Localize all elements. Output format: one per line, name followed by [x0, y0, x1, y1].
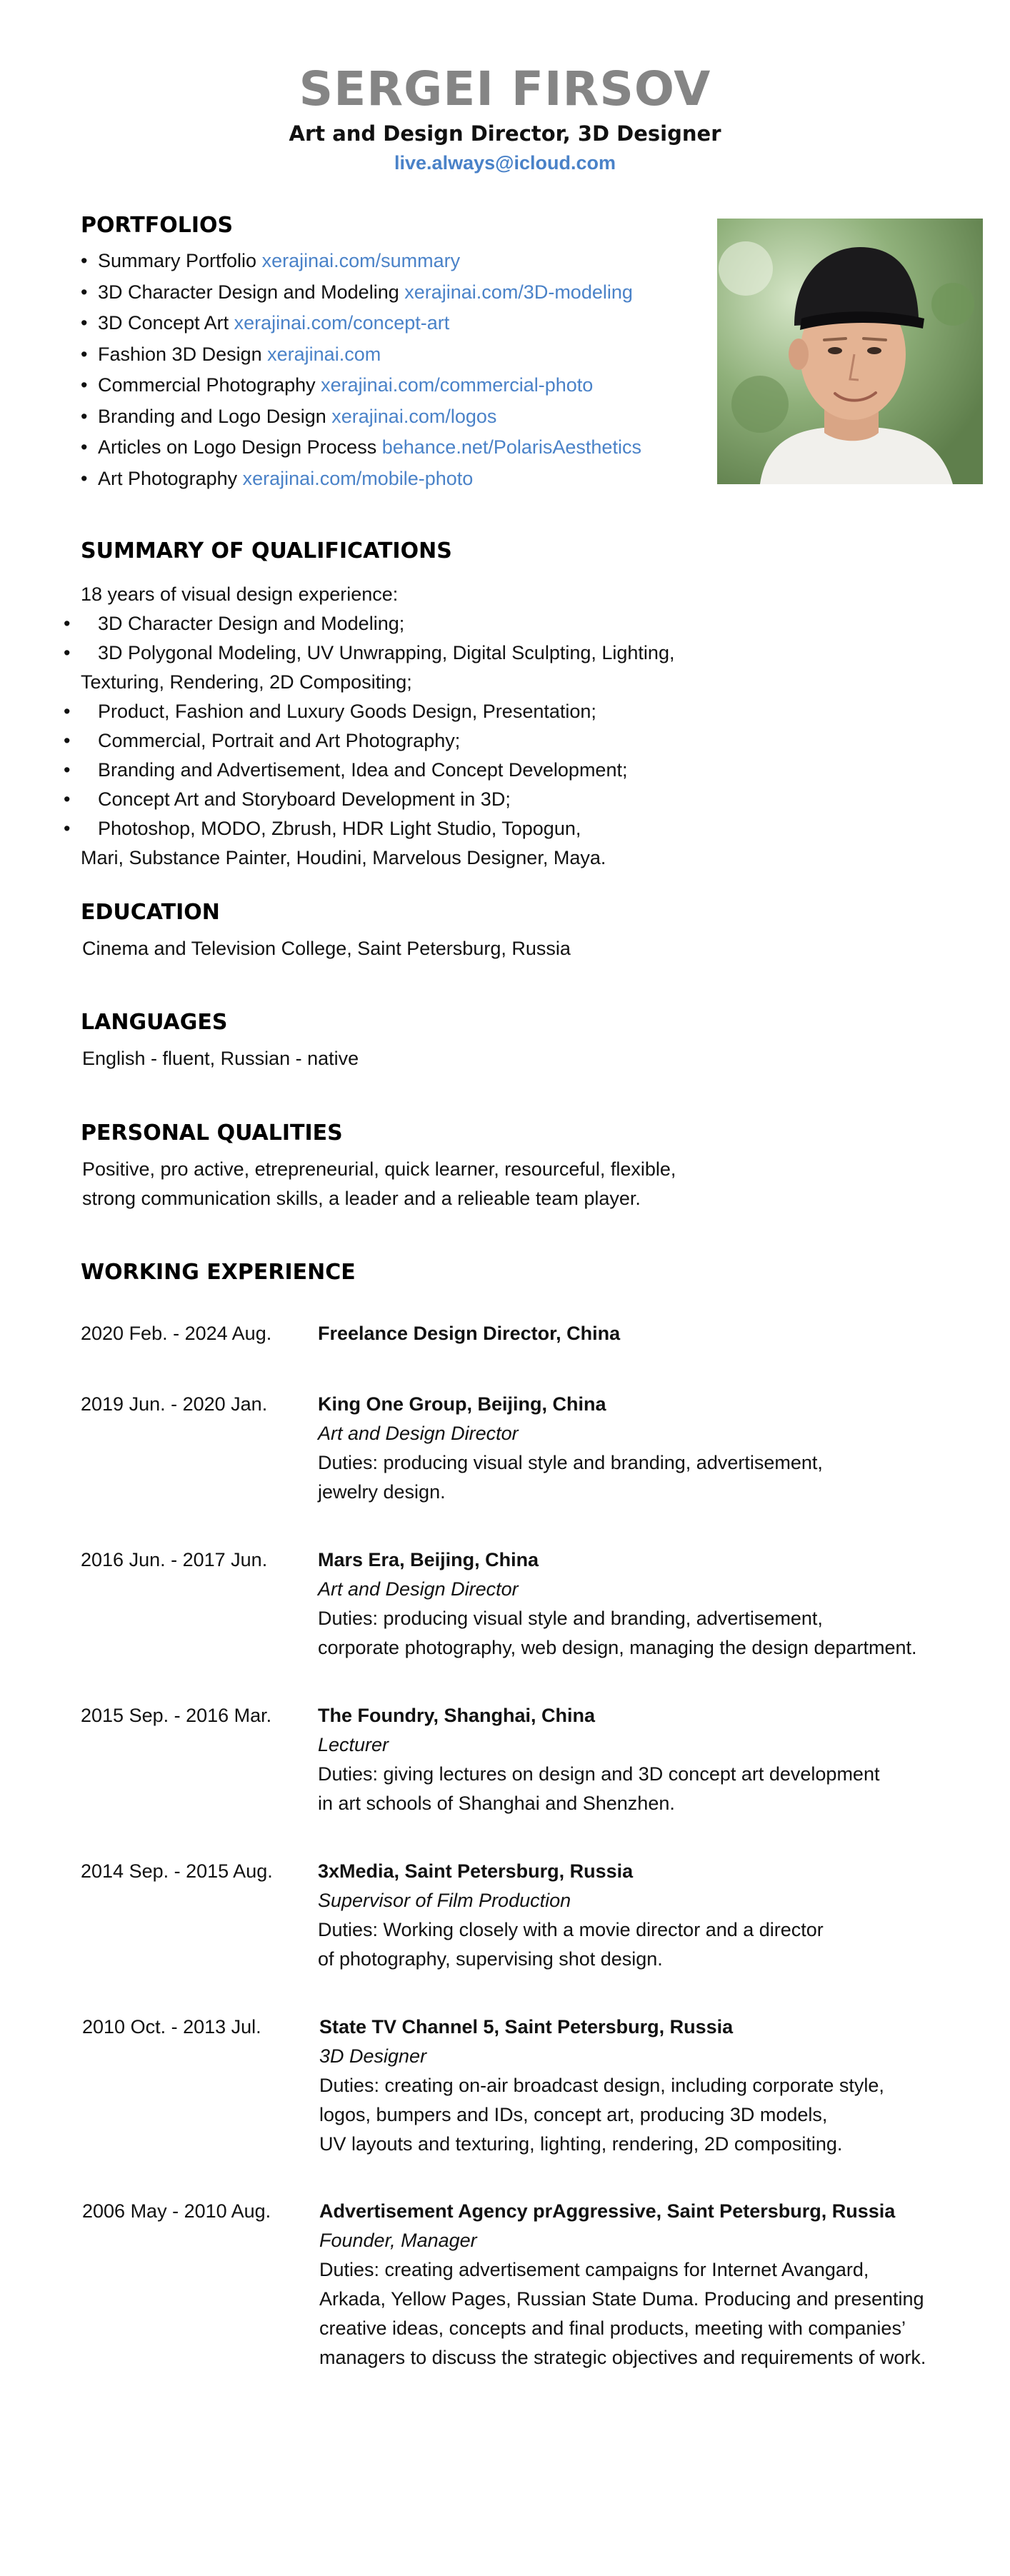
portfolio-link[interactable]: xerajinai.com/concept-art	[234, 312, 450, 334]
job-dates: 2016 Jun. - 2017 Jun.	[81, 1549, 268, 1570]
languages-text: English - fluent, Russian - native	[82, 1048, 359, 1069]
job-duties-line: of photography, supervising shot design.	[318, 1948, 663, 1970]
bullet-icon: •	[81, 250, 88, 271]
list-item	[81, 463, 709, 495]
portfolio-label: Fashion 3D Design	[98, 343, 262, 365]
email-link[interactable]: live.always@icloud.com	[394, 152, 616, 174]
list-item: • Commercial, Portrait and Art Photography;	[81, 726, 795, 756]
list-item	[81, 308, 709, 339]
bullet-icon: •	[64, 642, 71, 663]
portfolio-list	[81, 246, 709, 494]
list-item	[81, 401, 709, 433]
candidate-role: Art and Design Director, 3D Designer	[289, 121, 721, 146]
job-dates: 2020 Feb. - 2024 Aug.	[81, 1323, 272, 1344]
list-item: • Concept Art and Storyboard Development in 3D;	[81, 785, 795, 814]
bullet-icon: •	[81, 467, 88, 489]
bullet-icon: •	[64, 788, 71, 810]
bullet-icon: •	[81, 312, 88, 334]
portrait-photo	[717, 219, 983, 484]
summary-heading: SUMMARY OF QUALIFICATIONS	[81, 538, 452, 563]
qualities-heading: PERSONAL QUALITIES	[81, 1121, 343, 1146]
portfolio-label: Summary Portfolio	[98, 250, 257, 271]
education-heading: EDUCATION	[81, 900, 220, 925]
job-body	[319, 2013, 984, 2159]
list-item: • Branding and Advertisement, Idea and Concept Development;	[81, 756, 795, 785]
job-dates: 2019 Jun. - 2020 Jan.	[81, 1393, 268, 1415]
job-company: The Foundry, Shanghai, China	[318, 1705, 596, 1726]
job-dates: 2014 Sep. - 2015 Aug.	[81, 1860, 273, 1882]
portfolio-link[interactable]: xerajinai.com	[267, 343, 381, 365]
job-body	[318, 1319, 982, 1348]
list-item	[81, 246, 709, 277]
bullet-icon: •	[64, 701, 71, 722]
bullet-icon: •	[64, 730, 71, 751]
job-duties-line: Duties: producing visual style and branding, advertisement,	[318, 1608, 823, 1629]
bullet-icon: •	[64, 818, 71, 839]
portfolios-heading: PORTFOLIOS	[81, 213, 234, 238]
education-text: Cinema and Television College, Saint Petersburg, Russia	[82, 938, 571, 959]
summary-intro: 18 years of visual design experience:	[81, 583, 399, 605]
job-duties-line: creative ideas, concepts and final products, meeting with companies’	[319, 2317, 906, 2339]
portrait-illustration	[717, 219, 983, 484]
qualities-line: Positive, pro active, etrepreneurial, quick learner, resourceful, flexible,	[82, 1158, 676, 1180]
portfolio-link[interactable]: behance.net/PolarisAesthetics	[381, 436, 641, 458]
portfolio-link[interactable]: xerajinai.com/mobile-photo	[242, 467, 474, 489]
bullet-icon: •	[64, 613, 71, 634]
job-company: Freelance Design Director, China	[318, 1323, 621, 1344]
job-position: Supervisor of Film Production	[318, 1890, 571, 1911]
portfolio-label: 3D Concept Art	[98, 312, 229, 334]
job-duties-line: UV layouts and texturing, lighting, rendering, 2D compositing.	[319, 2133, 843, 2155]
job-duties-line: corporate photography, web design, managing the design department.	[318, 1637, 917, 1658]
job-duties-line: jewelry design.	[318, 1481, 446, 1503]
list-item	[81, 339, 709, 371]
job-position: Lecturer	[318, 1734, 389, 1755]
job-company: State TV Channel 5, Saint Petersburg, Russia	[319, 2016, 734, 2038]
candidate-name: SERGEI FIRSOV	[299, 61, 711, 116]
bullet-icon: •	[81, 436, 88, 458]
portfolio-label: Branding and Logo Design	[98, 405, 326, 427]
languages-heading: LANGUAGES	[81, 1010, 228, 1035]
portfolio-label: 3D Character Design and Modeling	[98, 281, 399, 303]
portfolio-link[interactable]: xerajinai.com/3D-modeling	[404, 281, 633, 303]
list-item	[81, 370, 709, 401]
portfolio-label: Articles on Logo Design Process	[98, 436, 377, 458]
list-item: • 3D Character Design and Modeling;	[81, 609, 795, 638]
list-item	[81, 432, 709, 463]
job-body	[318, 1701, 982, 1818]
list-item	[81, 277, 709, 309]
portfolio-link[interactable]: xerajinai.com/summary	[261, 250, 461, 271]
job-body	[319, 2197, 984, 2372]
portfolio-link[interactable]: xerajinai.com/logos	[331, 405, 497, 427]
job-duties-line: Duties: creating advertisement campaigns for Internet Avangard,	[319, 2259, 869, 2280]
job-duties-line: Duties: giving lectures on design and 3D concept art development	[318, 1763, 880, 1785]
bullet-icon: •	[81, 343, 88, 365]
job-duties-line: Duties: producing visual style and branding, advertisement,	[318, 1452, 823, 1473]
experience-heading: WORKING EXPERIENCE	[81, 1260, 356, 1285]
qualifications-list	[64, 609, 795, 873]
list-item: • 3D Polygonal Modeling, UV Unwrapping, Digital Sculpting, Lighting, Texturing, Rendering, 2D Compositing;	[81, 638, 795, 697]
job-dates: 2006 May - 2010 Aug.	[82, 2200, 271, 2222]
job-body	[318, 1857, 982, 1974]
job-dates: 2015 Sep. - 2016 Mar.	[81, 1705, 272, 1726]
portfolio-link[interactable]: xerajinai.com/commercial-photo	[321, 374, 594, 396]
portfolio-label: Commercial Photography	[98, 374, 316, 396]
job-company: Mars Era, Beijing, China	[318, 1549, 539, 1570]
job-duties-line: Duties: Working closely with a movie director and a director	[318, 1919, 824, 1940]
job-position: Founder, Manager	[319, 2230, 477, 2251]
bullet-icon: •	[64, 759, 71, 781]
job-company: King One Group, Beijing, China	[318, 1393, 606, 1415]
job-duties-line: Duties: creating on-air broadcast design, including corporate style,	[319, 2075, 884, 2096]
portfolio-label: Art Photography	[98, 467, 238, 489]
list-item: • Photoshop, MODO, Zbrush, HDR Light Studio, Topogun, Mari, Substance Painter, Houdini, Marvelous Designer, Maya.	[81, 814, 795, 873]
job-position: 3D Designer	[319, 2045, 427, 2067]
job-body	[318, 1390, 982, 1507]
job-position: Art and Design Director	[318, 1423, 519, 1444]
job-dates: 2010 Oct. - 2013 Jul.	[82, 2016, 261, 2038]
resume-header	[0, 57, 1010, 177]
bullet-icon: •	[81, 281, 88, 303]
job-duties-line: managers to discuss the strategic objectives and requirements of work.	[319, 2347, 926, 2368]
job-company: 3xMedia, Saint Petersburg, Russia	[318, 1860, 634, 1882]
bullet-icon: •	[81, 374, 88, 396]
job-duties-line: logos, bumpers and IDs, concept art, producing 3D models,	[319, 2104, 828, 2125]
qualities-line: strong communication skills, a leader and a relieable team player.	[82, 1188, 641, 1209]
job-duties-line: in art schools of Shanghai and Shenzhen.	[318, 1793, 675, 1814]
bullet-icon: •	[81, 405, 88, 427]
job-position: Art and Design Director	[318, 1578, 519, 1600]
job-duties-line: Arkada, Yellow Pages, Russian State Duma. Producing and presenting	[319, 2288, 924, 2310]
job-body	[318, 1545, 982, 1663]
list-item: • Product, Fashion and Luxury Goods Design, Presentation;	[81, 697, 795, 726]
job-company: Advertisement Agency prAggressive, Saint Petersburg, Russia	[319, 2200, 896, 2222]
